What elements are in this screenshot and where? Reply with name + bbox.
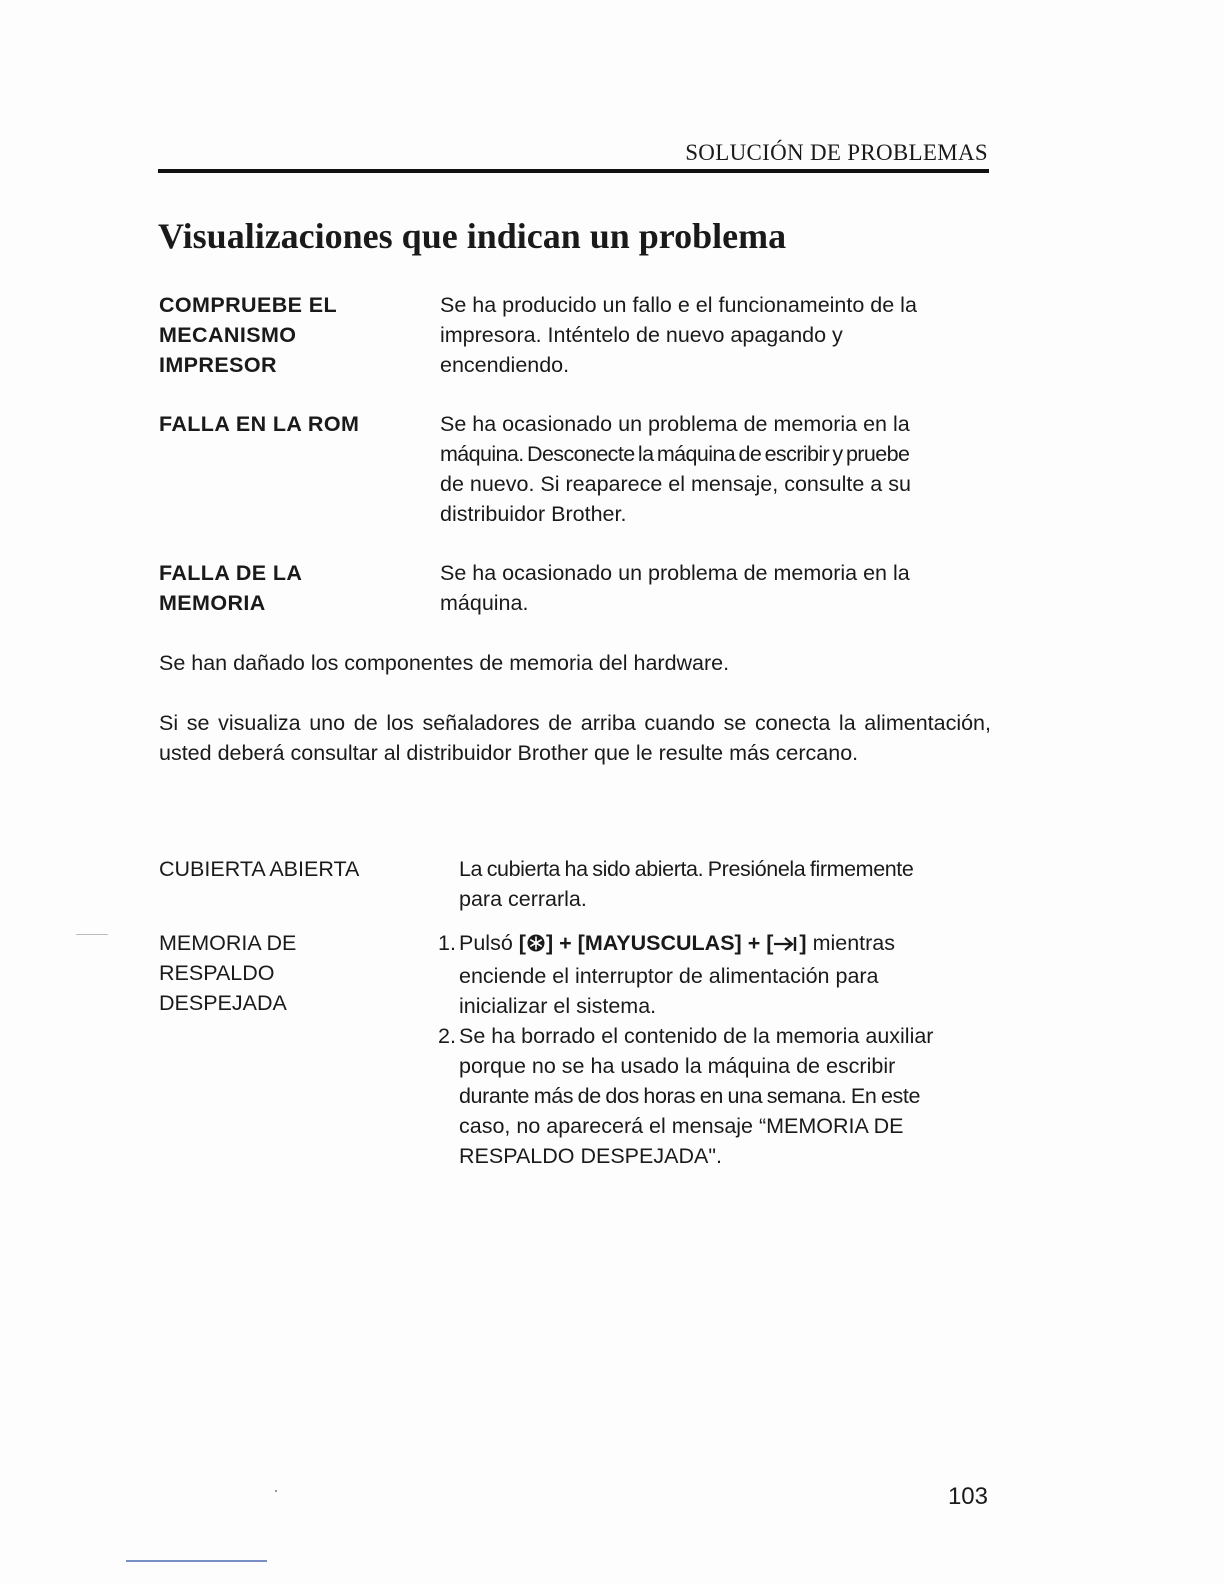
hardware-note: Se han dañado los componentes de memoria del hardware. [159, 651, 730, 675]
error-description: Se ha ocasionado un problema de memoria en la máquina. Desconecte la máquina de escribir y pruebe de nuevo. Si reaparece el mensaje, consulte a su distribuidor Brother. [440, 412, 911, 526]
message-term: CUBIERTA ABIERTA [159, 857, 360, 881]
running-header: SOLUCIÓN DE PROBLEMAS [685, 140, 988, 165]
message-description [438, 928, 994, 1171]
key-tab: [ ] [766, 931, 806, 955]
scan-speck [275, 1490, 277, 1492]
dealer-advice: Si se visualiza uno de los señaladores de arriba cuando se conecta la alimentación, usted deberá consultar al distribuidor Brother que le resulte más cercano. [159, 711, 991, 765]
error-description: Se ha ocasionado un problema de memoria en la máquina. [440, 561, 910, 615]
key-combination-line: Pulsó [ ] + [MAYUSCULAS] + [ ] mientras [459, 928, 994, 961]
page-number: 103 [947, 1483, 988, 1510]
key-shift: [MAYUSCULAS] [577, 931, 742, 955]
code-key-icon [526, 931, 546, 961]
tab-arrow-icon [773, 931, 799, 961]
error-term: FALLA EN LA ROM [159, 412, 360, 436]
numbered-item-1: 1. Pulsó [ ] + [MAYUSCULAS] + [ ] mientras enciende el interruptor de alimentación para inicializar el sistema. [438, 928, 994, 1021]
page-title: Visualizaciones que indican un problema [158, 216, 787, 256]
scan-margin-mark [76, 934, 108, 935]
message-description: La cubierta ha sido abierta. Presiónela firmemente para cerrarla. [459, 857, 914, 911]
numbered-item-2: 2. Se ha borrado el contenido de la memoria auxiliar porque no se ha usado la máquina de escribir durante más de dos horas en una semana. En este caso, no aparecerá el mensaje “MEMORIA DE RESPALDO DESPEJADA". [438, 1024, 934, 1168]
key-code: [ ] [519, 931, 553, 955]
message-term: MEMORIA DE RESPALDO DESPEJADA [159, 931, 297, 1015]
error-description: Se ha producido un fallo e el funcionameinto de la impresora. Inténtelo de nuevo apagando y encendiendo. [440, 293, 917, 377]
error-term: FALLA DE LA MEMORIA [159, 561, 303, 615]
header-rule [158, 169, 989, 173]
error-term: COMPRUEBE EL MECANISMO IMPRESOR [159, 293, 338, 377]
scan-bottom-line [126, 1560, 267, 1562]
